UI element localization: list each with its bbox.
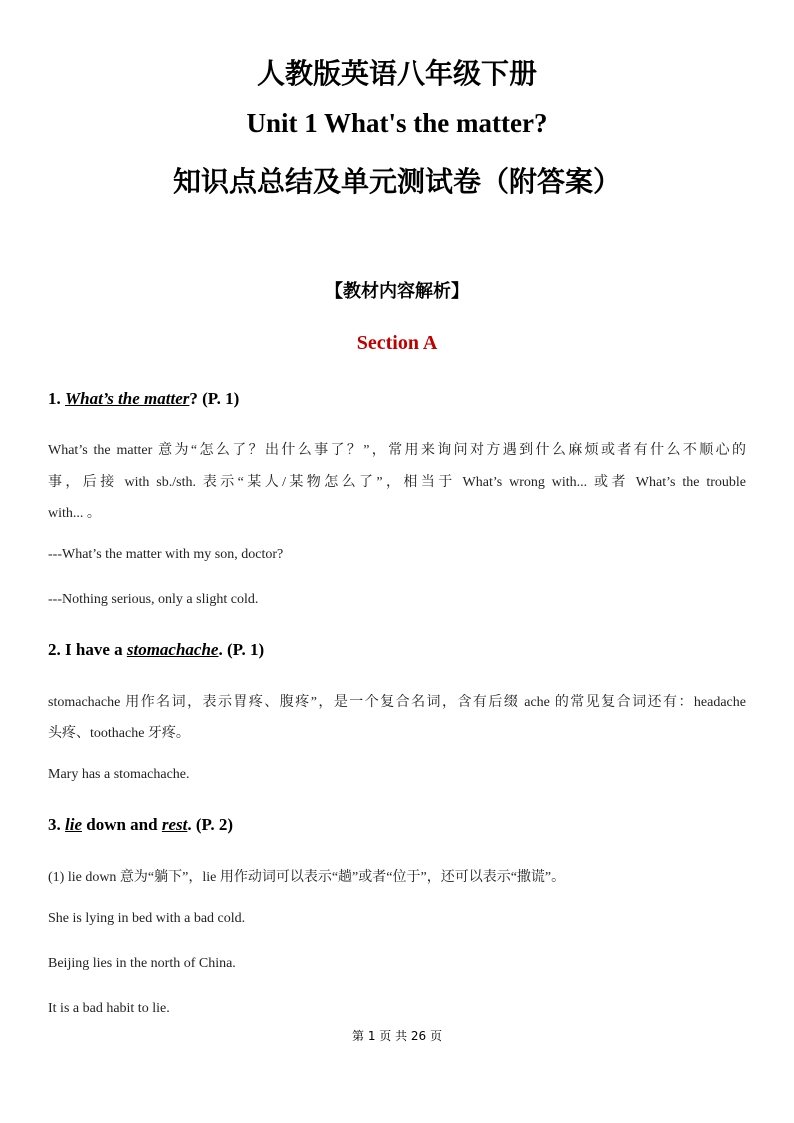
item-3-keyword-lie: lie (65, 815, 82, 834)
item-2-heading (48, 640, 264, 660)
item-3-reference: . (P. 2) (187, 815, 234, 834)
unit-title: Unit 1 What's the matter? (246, 108, 548, 138)
document-subtitle: 知识点总结及单元测试卷（附答案） (172, 165, 621, 198)
item-2-reference: . (P. 1) (218, 640, 265, 659)
item-2-paragraph-line-2: 头疼、toothache 牙疼。 (48, 726, 190, 741)
page-number: 第 1 页 共 26 页 (352, 1029, 442, 1043)
item-2-paragraph-line-1: stomachache 用作名词，表示胃疼、腹疼”，是一个复合名词，含有后缀 ache 的常见复合词还有：headache (48, 695, 746, 710)
item-3-keyword-rest: rest (161, 815, 188, 834)
item-3-number: 3. (48, 815, 61, 834)
item-1-paragraph-line-1: What’s the matter 意为“怎么了？出什么事了？”，常用来询问对方遇到什么麻烦或者有什么不顺心的 (48, 443, 746, 458)
item-1-keyword: What’s the matter (65, 389, 190, 408)
item-2-keyword: stomachache (126, 640, 219, 659)
document-title: 人教版英语八年级下册 (256, 57, 537, 90)
item-3-paragraph-line-1: (1) lie down 意为“躺下”，lie 用作动词可以表示“趟”或者“位于”，还可以表示“撒谎”。 (48, 870, 566, 885)
item-1-example-2: ---Nothing serious, only a slight cold. (48, 592, 259, 607)
item-3-example-1: She is lying in bed with a bad cold. (48, 911, 246, 926)
item-1-number: 1. (48, 389, 61, 408)
item-3-middle: down and (82, 815, 162, 834)
item-3-example-2: Beijing lies in the north of China. (48, 956, 236, 971)
content-heading: 【教材内容解析】 (325, 281, 469, 302)
item-2-example-1: Mary has a stomachache. (48, 767, 190, 782)
section-heading: Section A (356, 332, 438, 354)
item-1-heading (48, 389, 239, 409)
item-3-heading (48, 815, 233, 835)
item-3-example-3: It is a bad habit to lie. (48, 1001, 170, 1016)
item-1-paragraph-line-3: with... 。 (48, 506, 101, 521)
item-1-paragraph-line-2: 事，后接 with sb./sth. 表示“某人/某物怎么了”，相当于 What’s wrong with... 或者 What’s the trouble (48, 475, 746, 490)
item-1-example-1: ---What’s the matter with my son, doctor? (48, 547, 284, 562)
item-2-prefix: 2. I have a (48, 640, 127, 659)
item-1-reference: ? (P. 1) (189, 389, 240, 408)
